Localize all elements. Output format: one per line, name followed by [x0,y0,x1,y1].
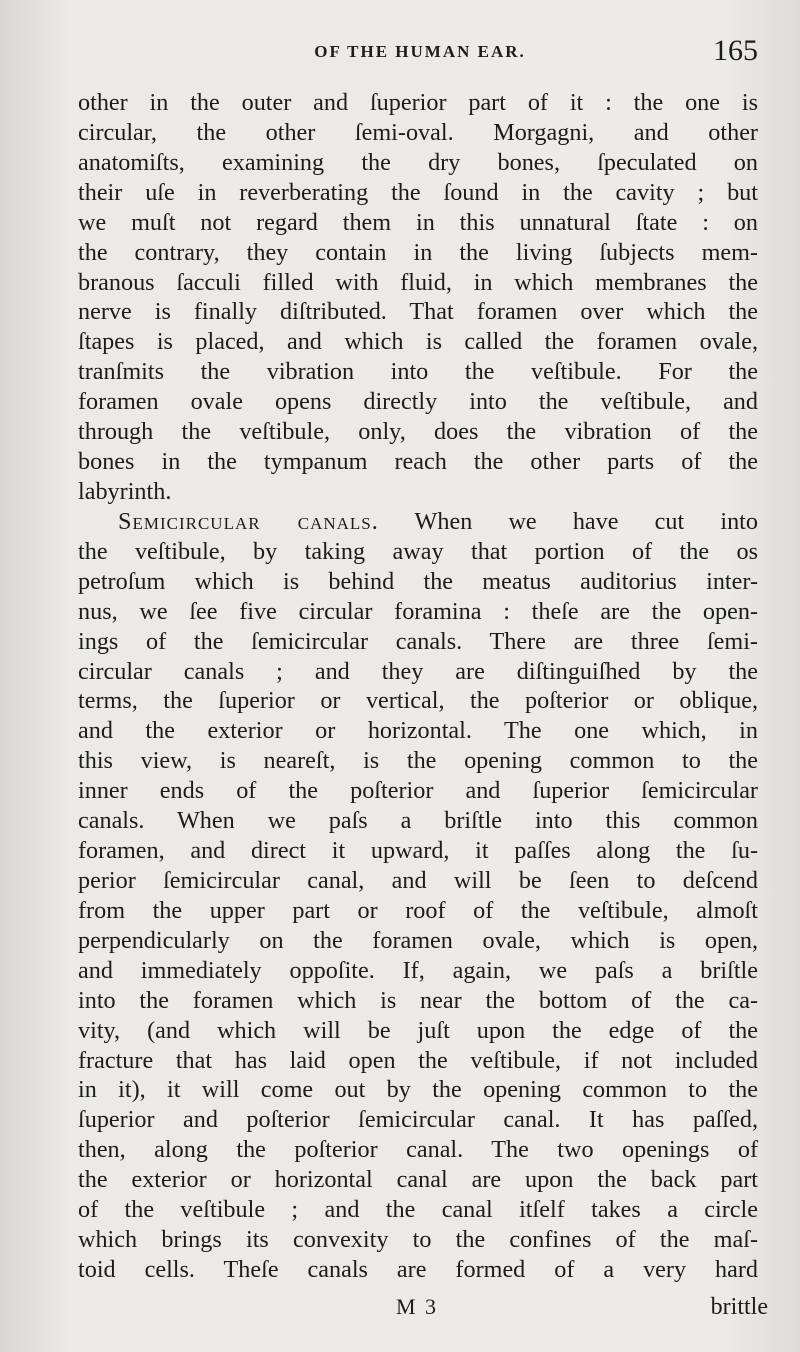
text-line: circular canals ; and they are diſtinguiſhed by the [78,657,758,685]
text-line: nus, we ſee five circular foramina : theſe are the open- [78,597,758,625]
section-first-line [78,507,758,537]
text-line: perpendicularly on the foramen ovale, which is open, [78,926,758,954]
text-line: bones in the tympanum reach the other parts of the [78,448,758,476]
text-line: inner ends of the poſterior and ſuperior ſemicircular [78,777,758,805]
text-line: nerve is finally diſtributed. That foramen over which the [78,298,758,326]
text-line: of the veſtibule ; and the canal itſelf takes a circle [78,1196,758,1224]
text-line: anatomiſts, examining the dry bones, ſpeculated on [78,148,758,176]
text-line: ſuperior and poſterior ſemicircular canal. It has paſſed, [78,1106,758,1134]
text-line: their uſe in reverberating the ſound in the cavity ; but [78,178,758,206]
text-line: this view, is neareſt, is the opening common to the [78,747,758,775]
text-line: circular, the other ſemi-oval. Morgagni, and other [78,118,758,146]
text-line: the exterior or horizontal canal are upon the back part [78,1166,758,1194]
section-first-line-text: When we have cut into [414,507,758,535]
text-line: tranſmits the vibration into the veſtibule. For the [78,358,758,386]
text-line: vity, (and which will be juſt upon the edge of the [78,1016,758,1044]
text-line: ſtapes is placed, and which is called the foramen ovale, [78,328,758,356]
text-line: and immediately oppoſite. If, again, we paſs a briſtle [78,956,758,984]
section-heading: Semicircular canals. [118,507,379,535]
text-line: and the exterior or horizontal. The one which, in [78,717,758,745]
text-line: labyrinth. [78,477,172,505]
text-line: petroſum which is behind the meatus auditorius inter- [78,567,758,595]
text-line: perior ſemicircular canal, and will be ſeen to deſcend [78,866,758,894]
text-line: the contrary, they contain in the living ſubjects mem- [78,238,758,266]
text-line: we muſt not regard them in this unnatural ſtate : on [78,208,758,236]
text-line: in it), it will come out by the opening common to the [78,1076,758,1104]
catchword: brittle [710,1294,768,1320]
text-line: toid cells. Theſe canals are formed of a very hard [78,1255,758,1283]
text-line: branous ſacculi filled with fluid, in which membranes the [78,268,758,296]
body-text [78,88,758,1285]
text-line: then, along the poſterior canal. The two openings of [78,1136,758,1164]
text-line: foramen, and direct it upward, it paſſes along the ſu- [78,837,758,865]
page-header [80,34,760,78]
page-footer [78,1292,768,1328]
text-line: canals. When we paſs a briſtle into this common [78,807,758,835]
text-line: ings of the ſemicircular canals. There are three ſemi- [78,627,758,655]
text-line: from the upper part or roof of the veſtibule, almoſt [78,896,758,924]
text-line: which brings its convexity to the confines of the maſ- [78,1226,758,1254]
text-line: into the foramen which is near the bottom of the ca- [78,986,758,1014]
text-line: foramen ovale opens directly into the veſtibule, and [78,388,758,416]
text-line: fracture that has laid open the veſtibule, if not included [78,1046,758,1074]
text-line: the veſtibule, by taking away that portion of the os [78,537,758,565]
page-number: 165 [713,34,758,67]
signature-mark: M 3 [396,1294,439,1319]
text-line: other in the outer and ſuperior part of it : the one is [78,89,758,116]
running-title: OF THE HUMAN EAR. [314,42,526,61]
text-line: terms, the ſuperior or vertical, the poſterior or oblique, [78,687,758,715]
text-line: through the veſtibule, only, does the vibration of the [78,418,758,446]
